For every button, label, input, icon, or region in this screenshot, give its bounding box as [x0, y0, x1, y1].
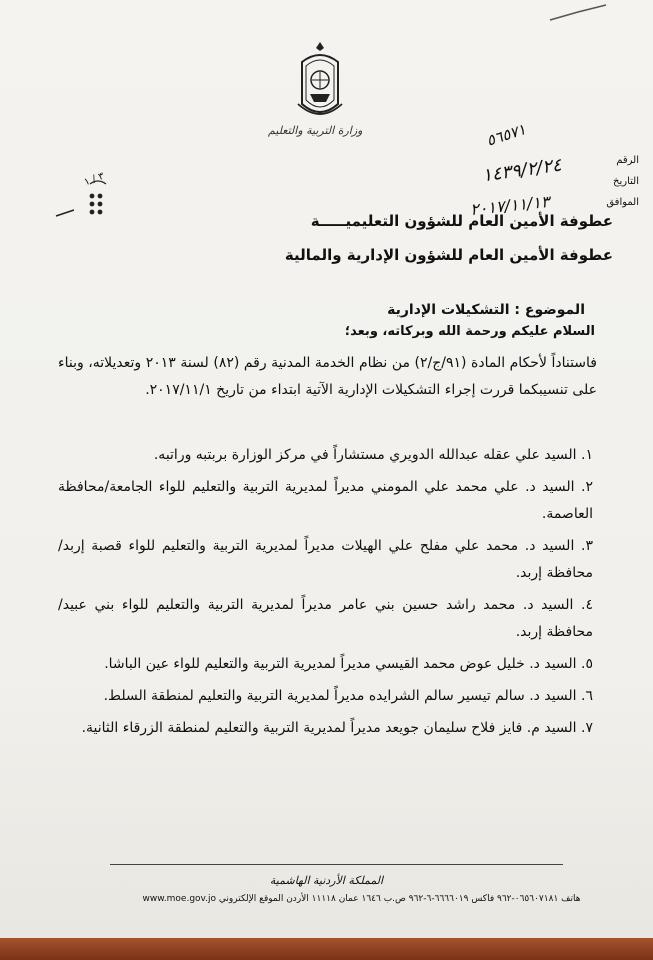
date-label: التاريخ — [613, 176, 639, 187]
list-item: ٣. السيد د. محمد علي مفلح علي الهيلات مديراً لمديرية التربية والتعليم للواء قصبة إربد/محافظة إربد. — [58, 538, 593, 581]
corresponds-label: الموافق — [606, 197, 639, 208]
footer-kingdom: المملكة الأردنية الهاشمية — [269, 874, 384, 887]
ref-label: الرقم — [616, 155, 639, 166]
ministry-name: وزارة التربية والتعليم — [268, 124, 363, 137]
list-item: ٦. السيد د. سالم تيسير سالم الشرايده مديراً لمديرية التربية والتعليم لمنطقة السلط. — [103, 688, 593, 704]
footer-contact: هاتف ٠٦٥٦٠٧١٨١-٩٦٢ فاكس ٦٦٦٦٠١٩-٦-٩٦٢ ص.ب ١٦٤٦ عمان ١١١١٨ الأردن الموقع الإلكتروني www.moe.gov.jo — [142, 894, 581, 904]
coat-of-arms-icon — [292, 40, 348, 122]
footer-divider — [110, 864, 563, 865]
handwritten-margin-note — [52, 176, 112, 226]
margin-note-text: ٣ / ١ — [82, 170, 106, 189]
reference-block — [519, 150, 639, 213]
appointments-list — [58, 442, 593, 747]
body-paragraph: فاستناداً لأحكام المادة (٩١/ج/٢) من نظام الخدمة المدنية رقم (٨٢) لسنة ٢٠١٣ وتعديلاته، وبناء على تنسيبكما قررت إجراء التشكيلات الإدارية الآتية ابتداء من تاريخ ٢٠١٧/١١/١. — [58, 355, 597, 398]
table-surface — [0, 938, 653, 960]
list-item: ٤. السيد د. محمد راشد حسين بني عامر مديراً لمديرية التربية والتعليم للواء بني عبيد/محافظة إربد. — [58, 597, 593, 640]
greeting: السلام عليكم ورحمة الله وبركاته، وبعد؛ — [344, 324, 595, 339]
date-hijri-handwritten: ١٤٣٩/٢/٢٤ — [480, 154, 563, 187]
list-item: ١. السيد علي عقله عبدالله الدويري مستشاراً في مركز الوزارة بربتبه وراتبه. — [153, 447, 593, 463]
list-item: ٢. السيد د. علي محمد علي المومني مديراً لمديرية التربية والتعليم للواء الجامعة/محافظة العاصمة. — [58, 479, 593, 522]
addressee-1: عطوفة الأمين العام للشؤون التعليميـــــة — [310, 212, 613, 230]
reference-number-handwritten: ٥٦٥٧١ — [484, 120, 529, 150]
list-item: ٧. السيد م. فايز فلاح سليمان جويعد مديراً لمديرية التربية والتعليم لمنطقة الزرقاء الثانية. — [81, 720, 593, 736]
list-item: ٥. السيد د. خليل عوض محمد القيسي مديراً لمديرية التربية والتعليم للواء عين الباشا. — [104, 656, 593, 672]
subject-line: الموضوع : التشكيلات الإدارية — [387, 302, 585, 318]
addressee-2: عطوفة الأمين العام للشؤون الإدارية والمالية — [284, 246, 613, 264]
date-gregorian-handwritten: ٢٠١٧/١١/١٣ — [469, 191, 551, 220]
pen-scribble — [548, 2, 608, 24]
